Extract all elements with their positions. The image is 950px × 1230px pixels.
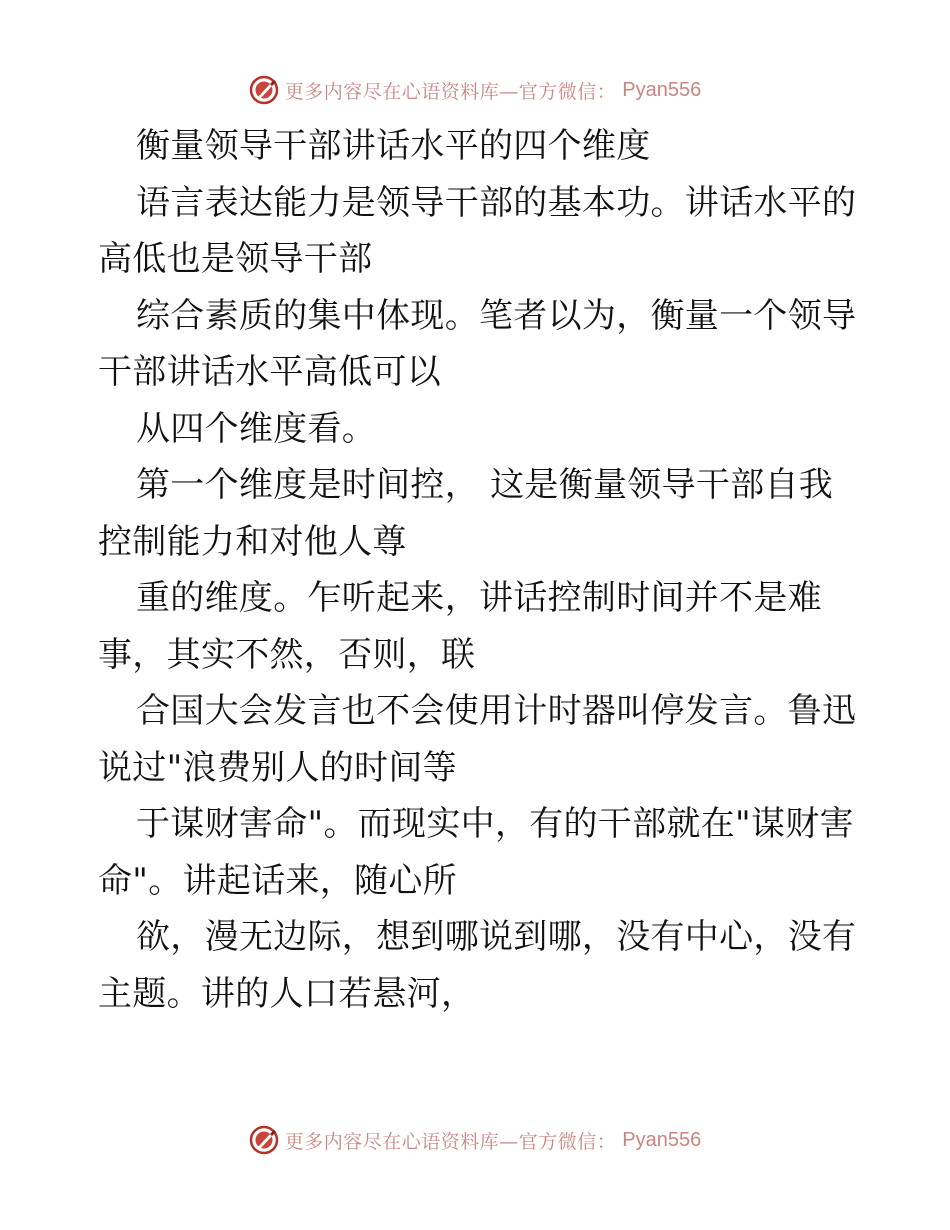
pen-logo-icon <box>249 75 279 105</box>
document-body <box>98 118 858 1022</box>
text-line: 综合素质的集中体现。笔者以为，衡量一个领导 <box>136 295 857 336</box>
text-line: 高低也是领导干部 <box>98 239 373 279</box>
watermark-id: Pyan556 <box>622 1128 702 1151</box>
watermark-text: 更多内容尽在心语资料库—官方微信： <box>284 80 617 103</box>
watermark-id: Pyan556 <box>622 78 702 101</box>
text-line: 从四个维度看。 <box>136 408 377 449</box>
text-line: 合国大会发言也不会使用计时器叫停发言。鲁迅 <box>136 691 857 731</box>
pen-logo-icon <box>249 1125 279 1155</box>
text-line: 重的维度。乍听起来，讲话控制时间并不是难 <box>136 578 822 618</box>
text-line: 衡量领导干部讲话水平的四个维度 <box>136 126 651 166</box>
footer-watermark <box>0 1120 950 1160</box>
text-line: 语言表达能力是领导干部的基本功。讲话水平的 <box>136 182 857 223</box>
header-watermark <box>0 70 950 110</box>
text-line: 控制能力和对他人尊 <box>98 521 407 562</box>
text-line: 于谋财害命"。而现实中，有的干部就在"谋财害 <box>136 804 854 844</box>
text-line: 主题。讲的人口若悬河， <box>98 973 476 1014</box>
text-line: 说过"浪费别人的时间等 <box>98 747 457 788</box>
text-line: 第一个维度是时间控， 这是衡量领导干部自我 <box>136 465 834 505</box>
text-line: 命"。讲起话来，随心所 <box>98 860 457 901</box>
text-line: 欲，漫无边际，想到哪说到哪，没有中心，没有 <box>136 917 857 957</box>
text-line: 事，其实不然，否则，联 <box>98 634 476 675</box>
watermark-text: 更多内容尽在心语资料库—官方微信： <box>284 1130 617 1153</box>
text-line: 干部讲话水平高低可以 <box>98 352 441 392</box>
